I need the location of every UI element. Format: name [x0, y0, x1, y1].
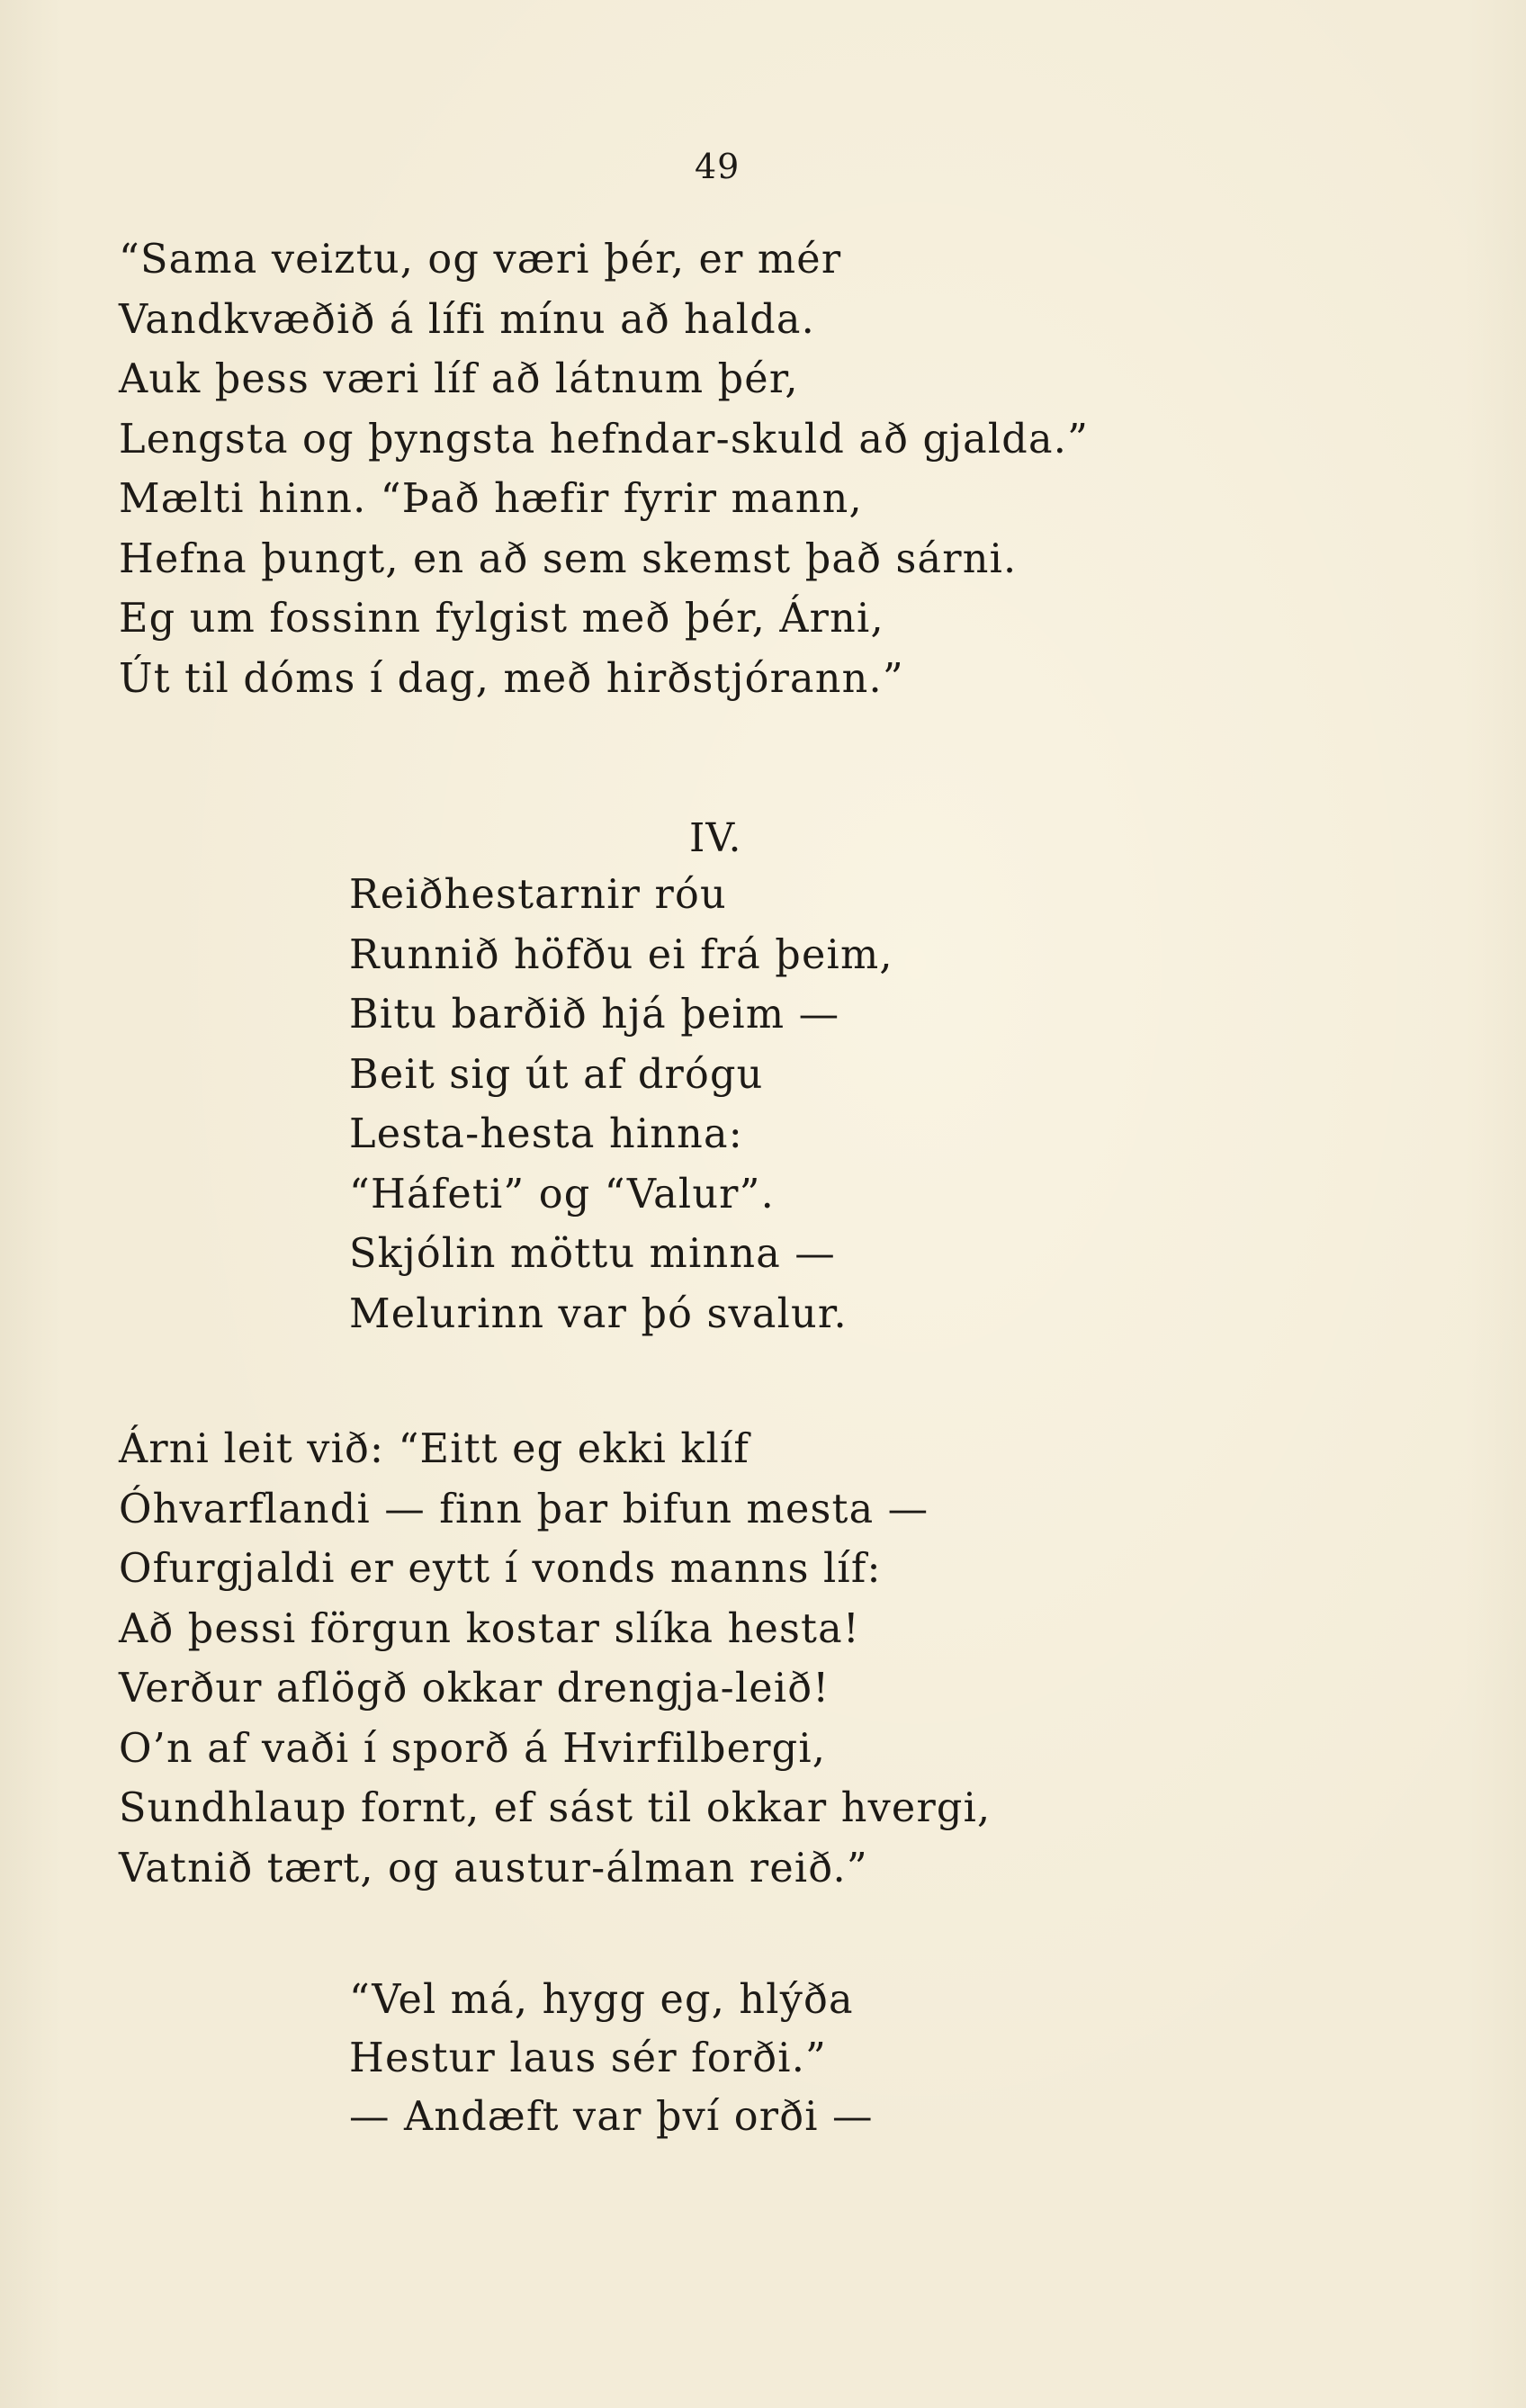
verse-line: Vatnið tært, og austur-álman reið.”: [119, 1845, 868, 1891]
verse-line: Hestur laus sér forði.”: [349, 2035, 827, 2081]
verse-line: Reiðhestarnir róu: [349, 872, 727, 918]
verse-line: “Vel má, hygg eg, hlýða: [349, 1977, 854, 2023]
verse-line: Skjólin möttu minna —: [349, 1231, 836, 1277]
verse-line: Runnið höfðu ei frá þeim,: [349, 931, 893, 978]
verse-line: “Sama veiztu, og væri þér, er mér: [119, 237, 842, 283]
verse-line: — Andæft var því orði —: [349, 2094, 874, 2140]
verse-line: Óhvarflandi — finn þar bifun mesta —: [119, 1486, 929, 1532]
stanza-2: [349, 866, 893, 1344]
stanza-3: [119, 1420, 991, 1899]
verse-line: Bitu barðið hjá þeim —: [349, 992, 840, 1038]
verse-line: Lengsta og þyngsta hefndar-skuld að gjalda.”: [119, 416, 1090, 463]
stanza-4: [349, 1971, 874, 2146]
verse-line: Eg um fossinn fylgist með þér, Árni,: [119, 596, 884, 642]
verse-line: Út til dóms í dag, með hirðstjórann.”: [119, 655, 904, 702]
verse-line: Mælti hinn. “Það hæfir fyrir mann,: [119, 476, 863, 522]
verse-line: Auk þess væri líf að látnum þér,: [119, 356, 799, 402]
verse-line: “Háfeti” og “Valur”.: [349, 1171, 775, 1217]
verse-line: Árni leit við: “Eitt eg ekki klíf: [119, 1426, 750, 1472]
verse-line: Lesta-hesta hinna:: [349, 1111, 743, 1157]
verse-line: O’n af vaði í sporð á Hvirfilbergi,: [119, 1725, 827, 1772]
section-heading: IV.: [689, 815, 742, 861]
verse-line: Að þessi förgun kostar slíka hesta!: [119, 1605, 860, 1652]
verse-line: Vandkvæðið á lífi mínu að halda.: [119, 296, 815, 343]
verse-line: Sundhlaup fornt, ef sást til okkar hvergi,: [119, 1785, 992, 1831]
page-number: 49: [695, 147, 741, 186]
verse-line: Melurinn var þó svalur.: [349, 1290, 848, 1337]
verse-line: Verður aflögð okkar drengja-leið!: [119, 1666, 830, 1712]
verse-line: Beit sig út af drógu: [349, 1051, 764, 1098]
verse-line: Ofurgjaldi er eytt í vonds manns líf:: [119, 1546, 882, 1592]
verse-line: Hefna þungt, en að sem skemst það sárni.: [119, 535, 1018, 582]
stanza-1: [119, 230, 1089, 709]
